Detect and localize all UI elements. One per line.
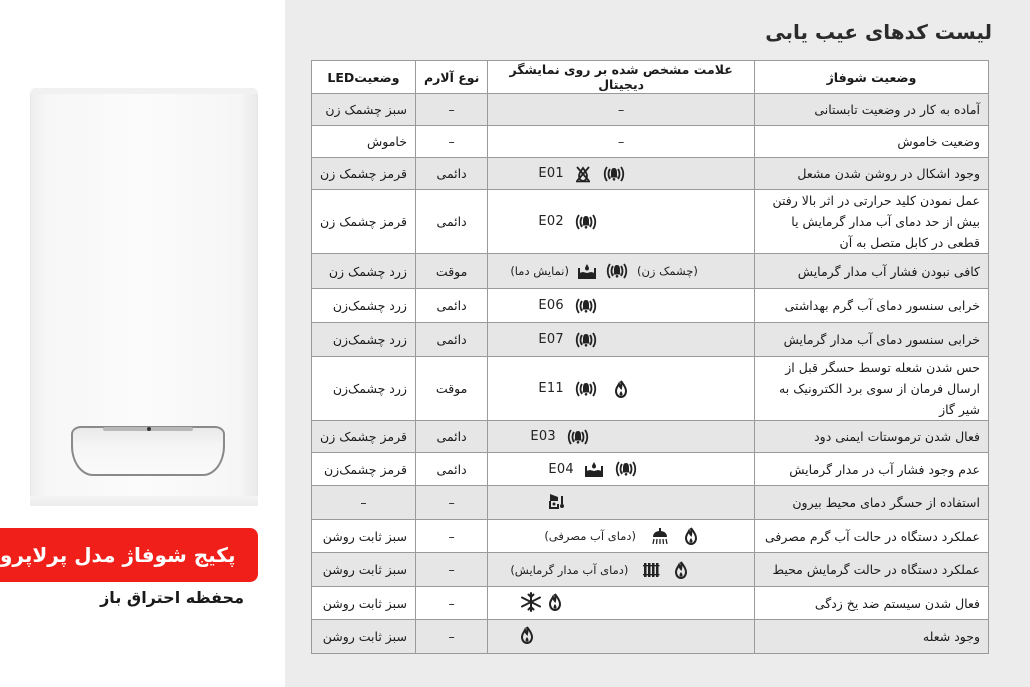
- cell-alarm: –: [415, 553, 487, 587]
- boiler-image: [30, 88, 258, 506]
- table-row: [312, 94, 989, 126]
- table-row: [312, 620, 989, 654]
- alarm-bell-icon: [574, 213, 598, 231]
- table-row: [312, 357, 989, 421]
- cell-status: فعال شدن ترموستات ایمنی دود: [754, 421, 988, 453]
- alarm-bell-icon: [574, 380, 598, 398]
- radiator-icon: [642, 561, 660, 579]
- cell-led: قرمز چشمک زن: [312, 158, 416, 190]
- table-row: [312, 289, 989, 323]
- header-display: علامت مشخص شده بر روی نمایشگر دیجیتال: [488, 61, 755, 94]
- display-note-temperature: (نمایش دما): [510, 264, 569, 278]
- product-banner-text: پکیج شوفاژ مدل پرلاپرو: [0, 543, 236, 567]
- cell-led: زرد چشمک زن: [312, 254, 416, 289]
- cell-status: عملکرد دستگاه در حالت آب گرم مصرفی: [754, 520, 988, 553]
- cell-display: [488, 421, 755, 453]
- alarm-bell-icon: [574, 297, 598, 315]
- table-row: [312, 158, 989, 190]
- table-header-row: [312, 61, 989, 94]
- flame-icon: [684, 527, 698, 545]
- product-panel: [0, 0, 285, 687]
- error-code-table: [311, 60, 989, 654]
- error-code: E07: [538, 332, 564, 347]
- cell-led: سبز ثابت روشن: [312, 587, 416, 620]
- snowflake-icon: [520, 592, 542, 612]
- cell-display: [488, 520, 755, 553]
- boiler-bottom-edge: [30, 496, 258, 506]
- table-row: [312, 190, 989, 254]
- alarm-bell-icon: [566, 428, 590, 446]
- cell-alarm: –: [415, 520, 487, 553]
- cell-alarm: دائمی: [415, 289, 487, 323]
- product-banner: [0, 528, 258, 582]
- cell-display: [488, 620, 755, 654]
- cell-status: استفاده از حسگر دمای محیط بیرون: [754, 486, 988, 520]
- alarm-bell-icon: [602, 165, 626, 183]
- cell-status: عمل نمودن کلید حرارتی در اثر بالا رفتن بیش از حد دمای آب مدار گرمایش یا قطعی در کابل متصل به آن: [754, 190, 988, 254]
- boiler-control-panel: [71, 426, 225, 476]
- table-row: [312, 126, 989, 158]
- cell-alarm: دائمی: [415, 421, 487, 453]
- outdoor-sensor-icon: [548, 492, 566, 510]
- page-title: لیست کدهای عیب یابی: [765, 20, 992, 44]
- cell-alarm: –: [415, 94, 487, 126]
- error-code: E02: [538, 214, 564, 229]
- shower-icon: [650, 527, 670, 545]
- cell-status: خرابی سنسور دمای آب گرم بهداشتی: [754, 289, 988, 323]
- cell-alarm: –: [415, 587, 487, 620]
- cell-display: [488, 453, 755, 486]
- alarm-bell-icon: [614, 460, 638, 478]
- cell-led: سبز ثابت روشن: [312, 553, 416, 587]
- cell-display: [488, 486, 755, 520]
- troubleshooting-panel: [285, 0, 1030, 687]
- product-subtitle: محفظه احتراق باز: [100, 588, 244, 607]
- water-pressure-icon: [584, 460, 604, 478]
- cell-status: وجود اشکال در روشن شدن مشعل: [754, 158, 988, 190]
- cell-led: قرمز چشمک زن: [312, 421, 416, 453]
- table-row: [312, 254, 989, 289]
- header-alarm: نوع آلارم: [415, 61, 487, 94]
- cell-display: –: [488, 94, 755, 126]
- cell-led: زرد چشمک‌زن: [312, 323, 416, 357]
- cell-status: عملکرد دستگاه در حالت گرمایش محیط: [754, 553, 988, 587]
- cell-status: وجود شعله: [754, 620, 988, 654]
- table-row: [312, 323, 989, 357]
- boiler-led-indicator: [147, 427, 151, 431]
- cell-status: آماده به کار در وضعیت تابستانی: [754, 94, 988, 126]
- cell-display: [488, 190, 755, 254]
- cell-led: زرد چشمک‌زن: [312, 289, 416, 323]
- cell-led: سبز ثابت روشن: [312, 520, 416, 553]
- table-row: [312, 587, 989, 620]
- error-code: E11: [538, 381, 564, 396]
- alarm-bell-icon: [574, 331, 598, 349]
- error-code: E01: [538, 166, 564, 181]
- alarm-bell-icon: [605, 262, 629, 280]
- cell-led: زرد چشمک‌زن: [312, 357, 416, 421]
- boiler-top-edge: [30, 88, 258, 94]
- error-code: E06: [538, 298, 564, 313]
- display-note-heating-temperature: (دمای آب مدار گرمایش): [510, 562, 629, 577]
- cell-status: فعال شدن سیستم ضد یخ زدگی: [754, 587, 988, 620]
- cell-status: عدم وجود فشار آب در مدار گرمایش: [754, 453, 988, 486]
- cell-alarm: دائمی: [415, 323, 487, 357]
- header-led: وضعیتLED: [312, 61, 416, 94]
- table-row: [312, 520, 989, 553]
- no-flame-icon: [574, 165, 592, 183]
- cell-display: [488, 254, 755, 289]
- header-status: وضعیت شوفاژ: [754, 61, 988, 94]
- cell-led: سبز چشمک زن: [312, 94, 416, 126]
- table-row: [312, 421, 989, 453]
- flame-icon: [674, 561, 688, 579]
- table-row: [312, 486, 989, 520]
- cell-display: [488, 553, 755, 587]
- cell-alarm: دائمی: [415, 158, 487, 190]
- cell-status: کافی نبودن فشار آب مدار گرمایش: [754, 254, 988, 289]
- cell-led: سبز ثابت روشن: [312, 620, 416, 654]
- water-pressure-icon: [577, 262, 597, 280]
- cell-status: حس شدن شعله توسط حسگر قبل از ارسال فرمان از سوی برد الکترونیک به شیر گاز: [754, 357, 988, 421]
- cell-alarm: دائمی: [415, 190, 487, 254]
- cell-display: –: [488, 126, 755, 158]
- cell-alarm: موقت: [415, 254, 487, 289]
- error-code: E03: [530, 429, 556, 444]
- cell-display: [488, 587, 755, 620]
- flame-icon: [520, 626, 534, 644]
- cell-led: –: [312, 486, 416, 520]
- table-row: [312, 453, 989, 486]
- cell-display: [488, 158, 755, 190]
- cell-display: [488, 323, 755, 357]
- cell-led: قرمز چشمک‌زن: [312, 453, 416, 486]
- cell-status: وضعیت خاموش: [754, 126, 988, 158]
- cell-display: [488, 289, 755, 323]
- cell-led: خاموش: [312, 126, 416, 158]
- cell-alarm: –: [415, 486, 487, 520]
- cell-led: قرمز چشمک زن: [312, 190, 416, 254]
- cell-alarm: موقت: [415, 357, 487, 421]
- cell-alarm: –: [415, 126, 487, 158]
- cell-alarm: –: [415, 620, 487, 654]
- cell-alarm: دائمی: [415, 453, 487, 486]
- error-code: E04: [548, 461, 574, 477]
- cell-display: [488, 357, 755, 421]
- cell-status: خرابی سنسور دمای آب مدار گرمایش: [754, 323, 988, 357]
- flame-icon: [548, 593, 562, 611]
- flame-icon: [614, 380, 628, 398]
- display-note-dhw-temperature: (دمای آب مصرفی): [544, 529, 636, 543]
- display-note-blinking: (چشمک زن): [636, 264, 698, 278]
- table-row: [312, 553, 989, 587]
